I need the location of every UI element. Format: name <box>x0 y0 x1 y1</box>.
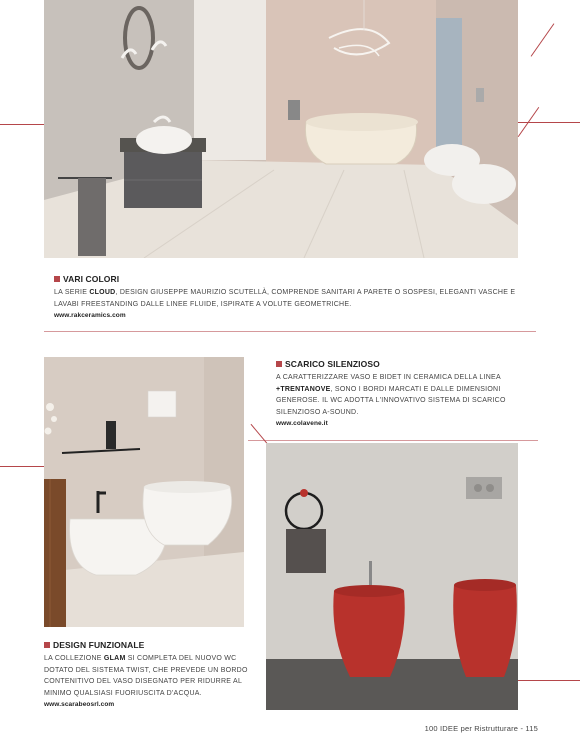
heading-vari-colori <box>54 274 524 284</box>
trentanove-bathroom-illustration <box>266 443 518 710</box>
crop-mark-top-left <box>0 124 44 125</box>
body-vari-colori-bold: CLOUD <box>89 289 116 296</box>
body-design-pre: LA COLLEZIONE <box>44 655 104 662</box>
body-design-post: SI COMPLETA DEL NUOVO WC DOTATO DEL SISTEMA TWIST, CHE PREVEDE UN BORDO CONTENITIVO DEL VASO DISEGNATO PER RIDURRE AL MINIMO QUALSIASI FUORIUSCITA D'ACQUA. <box>44 655 248 697</box>
page-footer: 100 IDEE per Ristrutturare - 115 <box>424 724 538 733</box>
cloud-bathroom-illustration <box>44 0 518 258</box>
body-scarico-post: , SONO I BORDI MARCATI E DALLE DIMENSIONI GENEROSE. IL WC ADOTTA L'INNOVATIVO SISTEMA DI SCARICO SILENZIOSO A-SOUND. <box>276 385 506 416</box>
cloud-bathroom-photo <box>44 0 518 258</box>
trentanove-bathroom-photo <box>266 443 518 710</box>
url-rakceramics[interactable]: www.rakceramics.com <box>54 312 126 319</box>
section-scarico-silenzioso <box>276 359 526 427</box>
heading-scarico-silenzioso <box>276 359 526 369</box>
crop-mark-mid-left <box>0 466 44 467</box>
section-design-funzionale <box>44 640 256 708</box>
crop-mark-bottom-right <box>518 680 580 681</box>
heading-scarico-silenzioso-text: SCARICO SILENZIOSO <box>285 359 380 369</box>
glam-bathroom-photo <box>44 357 244 627</box>
section-square-icon <box>44 642 50 648</box>
glam-bathroom-illustration <box>44 357 244 627</box>
section-square-icon <box>54 276 60 282</box>
heading-design-funzionale <box>44 640 256 650</box>
url-colavene[interactable]: www.colavene.it <box>276 420 328 427</box>
body-vari-colori-post: , DESIGN GIUSEPPE MAURIZIO SCUTELLÀ, COMPRENDE SANITARI A PARETE O SOSPESI, ELEGANTI VASCHE E LAVABI FREESTANDING DALLE LINEE FLUIDE, ISPIRATE A VOLUTE GEOMETRICHE. <box>54 289 516 308</box>
body-scarico-pre: A CARATTERIZZARE VASO E BIDET IN CERAMICA DELLA LINEA <box>276 374 501 381</box>
heading-design-funzionale-text: DESIGN FUNZIONALE <box>53 640 145 650</box>
divider-line-2 <box>248 440 538 441</box>
body-design-funzionale <box>44 653 256 699</box>
url-scarabeosrl[interactable]: www.scarabeosrl.com <box>44 701 115 708</box>
heading-vari-colori-text: VARI COLORI <box>63 274 120 284</box>
body-vari-colori <box>54 287 524 310</box>
divider-line-1 <box>44 331 536 332</box>
body-vari-colori-pre: LA SERIE <box>54 289 90 296</box>
crop-mark-top-right-d2 <box>531 23 555 56</box>
section-vari-colori <box>54 274 524 319</box>
body-scarico-silenzioso <box>276 372 526 418</box>
section-square-icon <box>276 361 282 367</box>
body-scarico-bold: +TRENTANOVE <box>276 385 331 393</box>
body-design-bold: GLAM <box>103 655 126 662</box>
